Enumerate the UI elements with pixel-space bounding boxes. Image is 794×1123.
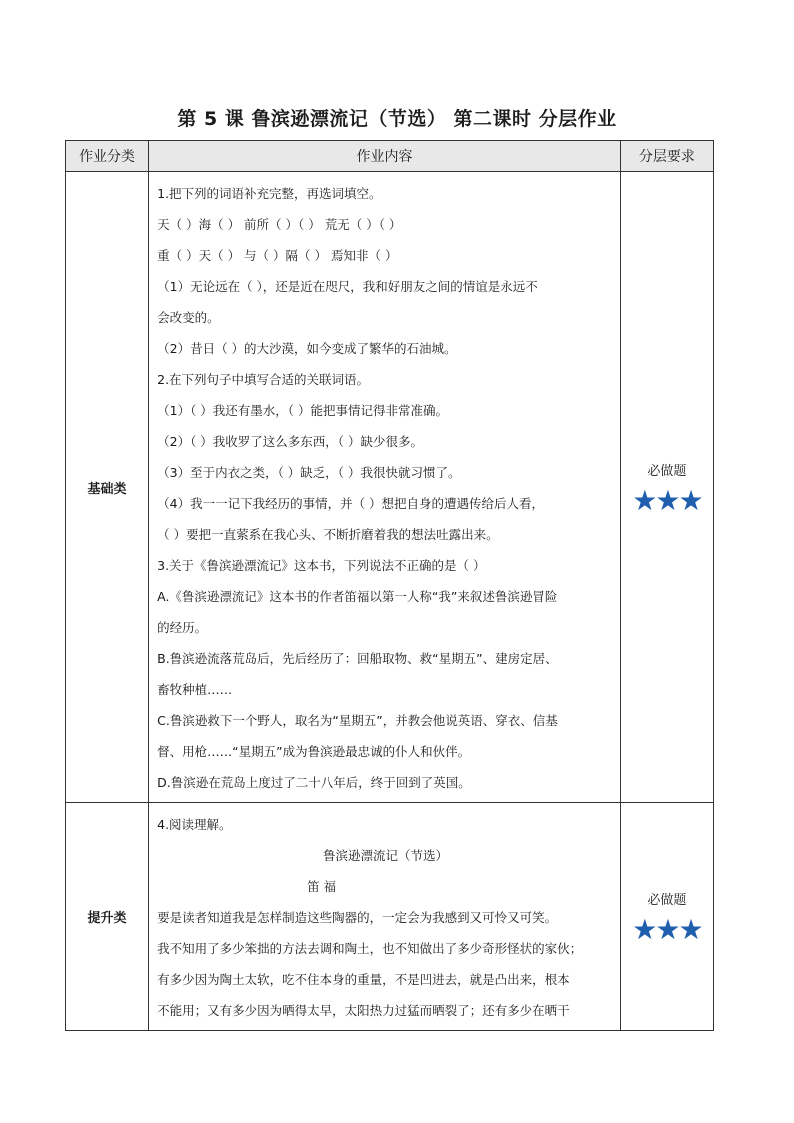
header-requirement: 分层要求 bbox=[620, 141, 713, 172]
content-line: （4）我一一记下我经历的事情，并（ ）想把自身的遭遇传给后人看， bbox=[157, 496, 545, 511]
homework-table bbox=[65, 140, 714, 1031]
passage-title: 鲁滨逊漂流记（节选） bbox=[322, 848, 448, 863]
content-line: 畜牧种植…… bbox=[157, 682, 233, 697]
star-rating-icon: ★★★ bbox=[632, 483, 702, 517]
category-advanced: 提升类 bbox=[66, 803, 149, 1031]
category-basic: 基础类 bbox=[66, 172, 149, 803]
header-category: 作业分类 bbox=[66, 141, 149, 172]
content-line: （2）昔日（ ）的大沙漠，如今变成了繁华的石油城。 bbox=[157, 341, 457, 356]
content-line: 会改变的。 bbox=[157, 310, 220, 325]
content-line: B.鲁滨逊流落荒岛后，先后经历了：回船取物、救“星期五”、建房定居、 bbox=[157, 651, 558, 666]
table-row-advanced bbox=[66, 803, 714, 1031]
content-line: 督、用枪……“星期五”成为鲁滨逊最忠诚的仆人和伙伴。 bbox=[157, 744, 471, 759]
header-content: 作业内容 bbox=[149, 141, 621, 172]
content-line: 1.把下列的词语补充完整，再选词填空。 bbox=[157, 186, 382, 201]
content-line: 重（ ）天（ ） 与（ ）隔（ ） 焉知非（ ） bbox=[157, 248, 398, 263]
content-line: 天（ ）海（ ） 前所（ ）（ ） 荒无（ ）（ ） bbox=[157, 217, 402, 232]
content-line: 的经历。 bbox=[157, 620, 208, 635]
page-title: 第 5 课 鲁滨逊漂流记（节选） 第二课时 分层作业 bbox=[177, 108, 617, 130]
passage-author: 笛 福 bbox=[307, 879, 337, 894]
content-line: D.鲁滨逊在荒岛上度过了二十八年后，终于回到了英国。 bbox=[157, 775, 471, 790]
content-line: C.鲁滨逊救下一个野人，取名为“星期五”，并教会他说英语、穿衣、信基 bbox=[157, 713, 558, 728]
content-line: 有多少因为陶土太软，吃不住本身的重量，不是凹进去，就是凸出来，根本 bbox=[157, 972, 570, 987]
content-line: （ ）要把一直萦系在我心头、不断折磨着我的想法吐露出来。 bbox=[157, 527, 499, 542]
content-line: 要是读者知道我是怎样制造这些陶器的，一定会为我感到又可怜又可笑。 bbox=[157, 910, 558, 925]
content-line: 不能用；又有多少因为晒得太早，太阳热力过猛而晒裂了；还有多少在晒干 bbox=[157, 1003, 570, 1018]
table-header-row bbox=[66, 141, 714, 172]
content-advanced bbox=[149, 803, 621, 1031]
content-line: （1）无论远在（ ），还是近在咫尺，我和好朋友之间的情谊是永远不 bbox=[157, 279, 538, 294]
content-line: （1）（ ）我还有墨水，（ ）能把事情记得非常准确。 bbox=[157, 403, 449, 418]
content-line: 2.在下列句子中填写合适的关联词语。 bbox=[157, 372, 370, 387]
content-line: （3）至于内衣之类，（ ）缺乏，（ ）我很快就习惯了。 bbox=[157, 465, 461, 480]
requirement-label: 必做题 bbox=[647, 893, 687, 908]
requirement-basic bbox=[620, 172, 713, 803]
requirement-advanced bbox=[620, 803, 713, 1031]
star-rating-icon: ★★★ bbox=[632, 913, 702, 946]
content-line: 3.关于《鲁滨逊漂流记》这本书，下列说法不正确的是（ ） bbox=[157, 558, 486, 573]
content-line: （2）（ ）我收罗了这么多东西，（ ）缺少很多。 bbox=[157, 434, 424, 449]
table-row-basic bbox=[66, 172, 714, 803]
content-line: 我不知用了多少笨拙的方法去调和陶土，也不知做出了多少奇形怪状的家伙； bbox=[157, 941, 583, 956]
requirement-label: 必做题 bbox=[647, 463, 687, 479]
content-line: A.《鲁滨逊漂流记》这本书的作者笛福以第一人称“我”来叙述鲁滨逊冒险 bbox=[157, 589, 558, 604]
content-basic bbox=[149, 172, 621, 803]
content-line: 4.阅读理解。 bbox=[157, 817, 232, 832]
